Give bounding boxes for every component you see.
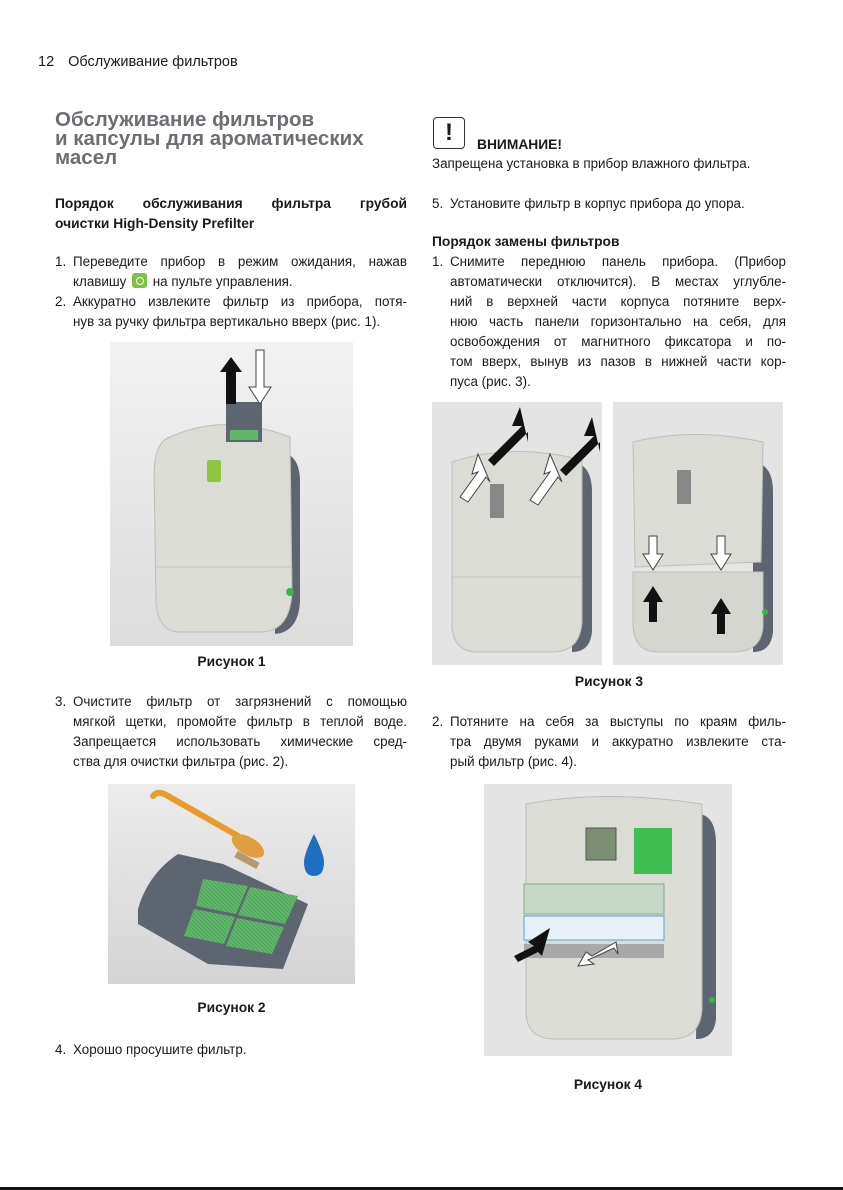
title-line: масел xyxy=(55,146,118,169)
list-item xyxy=(55,692,407,772)
step-text: рый фильтр (рис. 4). xyxy=(450,754,577,769)
warning-text: Запрещена установка в прибор влажного фильтра. xyxy=(432,156,751,171)
subhead-line: очистки High-Density Prefilter xyxy=(55,216,255,231)
step-text: тра двумя руками и аккуратно извлеките ста- xyxy=(450,734,786,749)
filter-cartridge xyxy=(524,884,664,914)
step-number: 3. xyxy=(55,694,67,709)
step-number: 1. xyxy=(432,254,444,269)
step-text: нув за ручку фильтра вертикально вверх (рис. 1). xyxy=(73,314,381,329)
prefilter-subhead xyxy=(55,194,407,234)
prefilter-steps-1-2 xyxy=(55,252,407,332)
device-body xyxy=(154,425,292,633)
figure-1-caption: Рисунок 1 xyxy=(197,654,266,669)
step-text: Переведите прибор в режим ожидания, нажав xyxy=(73,254,407,269)
prefilter-step-4 xyxy=(55,1040,407,1060)
step-text: Потяните на себя за выступы по краям филь- xyxy=(450,714,786,729)
list-item xyxy=(55,292,407,332)
figure-2-caption: Рисунок 2 xyxy=(197,1000,266,1015)
replace-step-1 xyxy=(432,252,786,392)
prefilter-step-3 xyxy=(55,692,407,772)
title-line: Обслуживание фильтров xyxy=(55,108,315,131)
step-text: Хорошо просушите фильтр. xyxy=(73,1042,247,1057)
figure-2-image xyxy=(108,784,355,984)
step-text: пуса (рис. 3). xyxy=(450,374,531,389)
running-header xyxy=(38,54,238,70)
display-icon xyxy=(586,828,616,860)
step-number: 2. xyxy=(432,714,444,729)
figure-3a-image xyxy=(432,402,602,665)
title-line: и капсулы для ароматических xyxy=(55,127,364,150)
step-text: Запрещается использовать химические сред- xyxy=(73,734,407,749)
list-item xyxy=(55,1040,407,1060)
step-text: ства для очистки фильтра (рис. 2). xyxy=(73,754,289,769)
step-text: нюю часть панели горизонтально на себя, для xyxy=(450,314,786,329)
figure-4-caption: Рисунок 4 xyxy=(573,1077,643,1092)
figure-3-caption: Рисунок 3 xyxy=(574,674,644,689)
step-text: мягкой щетки, промойте фильтр в теплой воде. xyxy=(73,714,407,729)
step-text: Установите фильтр в корпус прибора до упора. xyxy=(450,196,745,211)
step-text: Аккуратно извлеките фильтр из прибора, потя- xyxy=(73,294,407,309)
standby-key-icon xyxy=(132,273,147,288)
step-number: 1. xyxy=(55,254,67,269)
figure-4-image xyxy=(484,784,732,1056)
step-text: освобождения от магнитного фиксатора и по- xyxy=(450,334,786,349)
warning-title: ВНИМАНИЕ! xyxy=(477,137,562,152)
step-text: Очистите фильтр от загрязнений с помощью xyxy=(73,694,407,709)
replace-step-2 xyxy=(432,712,786,772)
step-text: на пульте управления. xyxy=(152,274,293,289)
page-title xyxy=(55,110,395,167)
list-item xyxy=(432,194,786,214)
step-number: 5. xyxy=(432,196,444,211)
install-step-5 xyxy=(432,194,786,214)
step-text: Снимите переднюю панель прибора. (Прибор xyxy=(450,254,786,269)
figure-3b-image xyxy=(613,402,783,665)
subhead-line: Порядок обслуживания фильтра грубой xyxy=(55,196,407,211)
warning-icon: ! xyxy=(433,117,465,149)
step-text: том вверх, вынув из пазов в нижней части кор- xyxy=(450,354,786,369)
page-number: 12 xyxy=(38,54,55,70)
filter-window xyxy=(634,828,672,874)
list-item xyxy=(432,712,786,772)
step-number: 4. xyxy=(55,1042,67,1057)
step-text: клавишу xyxy=(73,274,127,289)
list-item xyxy=(432,252,786,392)
step-text: автоматически отключится). В местах углубле- xyxy=(450,274,786,289)
figure-1-image xyxy=(110,342,353,646)
step-text: ний в верхней части корпуса потяните верх- xyxy=(450,294,786,309)
step-number: 2. xyxy=(55,294,67,309)
section-name: Обслуживание фильтров xyxy=(68,54,238,70)
replace-subhead: Порядок замены фильтров xyxy=(432,234,620,249)
list-item xyxy=(55,252,407,292)
